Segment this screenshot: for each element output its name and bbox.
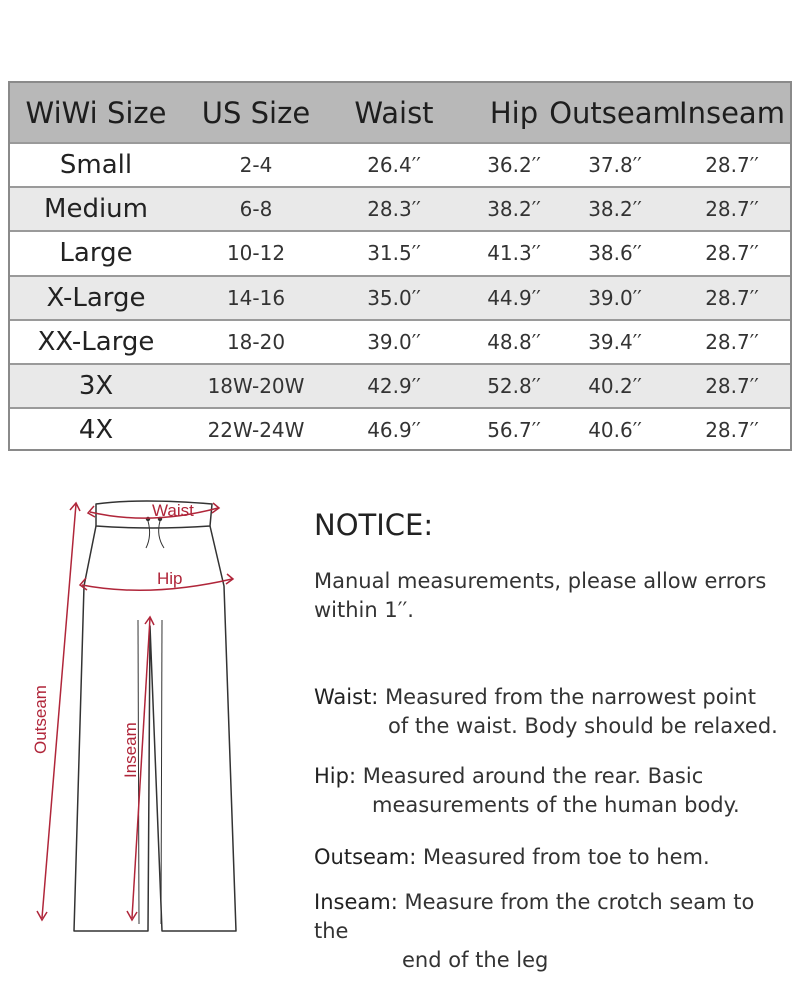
table-row bbox=[10, 186, 790, 230]
header-wiwi-size: WiWi Size bbox=[25, 95, 167, 130]
cell-us-size: 14-16 bbox=[226, 285, 286, 310]
cell-outseam: 39.0′′ bbox=[588, 285, 642, 310]
cell-hip: 41.3′′ bbox=[487, 241, 541, 266]
cell-outseam: 37.8′′ bbox=[588, 153, 642, 177]
table-row bbox=[10, 363, 790, 407]
table-row bbox=[10, 407, 790, 451]
cell-waist: 28.3′′ bbox=[367, 197, 421, 222]
cell-outseam: 38.6′′ bbox=[588, 241, 642, 266]
cell-inseam: 28.7′′ bbox=[705, 329, 759, 354]
table-row bbox=[10, 319, 790, 363]
cell-us-size: 10-12 bbox=[226, 241, 286, 266]
cell-hip: 38.2′′ bbox=[487, 197, 541, 222]
notice-text bbox=[314, 567, 784, 625]
header-hip: Hip bbox=[489, 95, 539, 130]
notice-line-2: within 1′′. bbox=[314, 598, 414, 622]
definition-outseam bbox=[314, 843, 794, 872]
cell-outseam: 38.2′′ bbox=[588, 197, 642, 222]
definition-outseam-term: Outseam: bbox=[314, 845, 417, 869]
measurement-lines bbox=[37, 503, 233, 920]
definition-inseam bbox=[314, 888, 794, 975]
cell-hip: 48.8′′ bbox=[487, 329, 541, 354]
definition-hip-term: Hip: bbox=[314, 764, 357, 788]
cell-us-size: 18W-20W bbox=[207, 374, 305, 398]
table-row bbox=[10, 230, 790, 274]
table-row bbox=[10, 142, 790, 186]
cell-waist: 39.0′′ bbox=[367, 329, 421, 354]
cell-hip: 52.8′′ bbox=[487, 374, 541, 398]
cell-us-size: 18-20 bbox=[226, 329, 286, 354]
cell-inseam: 28.7′′ bbox=[705, 285, 759, 310]
cell-waist: 35.0′′ bbox=[367, 285, 421, 310]
header-waist: Waist bbox=[354, 95, 434, 130]
cell-wiwi-size: Medium bbox=[44, 194, 148, 225]
cell-waist: 46.9′′ bbox=[367, 418, 421, 443]
definition-waist-line-2: of the waist. Body should be relaxed. bbox=[388, 714, 778, 738]
table-row bbox=[10, 275, 790, 319]
cell-us-size: 22W-24W bbox=[207, 418, 305, 443]
definition-waist bbox=[314, 683, 794, 741]
cell-wiwi-size: X-Large bbox=[46, 282, 146, 313]
outseam-label: Outseam bbox=[31, 685, 50, 754]
cell-wiwi-size: Small bbox=[59, 150, 133, 180]
definition-waist-line-1: Measured from the narrowest point bbox=[385, 685, 756, 709]
definition-outseam-line-1: Measured from toe to hem. bbox=[423, 845, 710, 869]
cell-waist: 42.9′′ bbox=[367, 374, 421, 398]
definition-inseam-line-2: end of the leg bbox=[402, 948, 549, 972]
cell-waist: 31.5′′ bbox=[367, 241, 421, 266]
cell-us-size: 2-4 bbox=[239, 153, 273, 177]
cell-inseam: 28.7′′ bbox=[705, 418, 759, 443]
cell-wiwi-size: XX-Large bbox=[37, 326, 155, 357]
definition-inseam-line-1: Measure from the crotch seam to the bbox=[314, 890, 755, 943]
inseam-label: Inseam bbox=[121, 722, 140, 778]
cell-hip: 44.9′′ bbox=[487, 285, 541, 310]
hip-label: Hip bbox=[157, 569, 183, 588]
cell-inseam: 28.7′′ bbox=[705, 374, 759, 398]
pants-measurement-diagram bbox=[0, 486, 260, 946]
cell-hip: 36.2′′ bbox=[487, 153, 541, 177]
cell-inseam: 28.7′′ bbox=[705, 241, 759, 266]
definition-waist-term: Waist: bbox=[314, 685, 379, 709]
size-chart-table bbox=[8, 81, 792, 451]
table-header-row bbox=[10, 83, 790, 142]
cell-outseam: 39.4′′ bbox=[588, 329, 642, 354]
header-inseam: Inseam bbox=[679, 95, 785, 130]
definition-hip-line-1: Measured around the rear. Basic bbox=[362, 764, 704, 788]
cell-inseam: 28.7′′ bbox=[705, 153, 759, 177]
notice-title: NOTICE: bbox=[314, 508, 434, 542]
waist-label: Waist bbox=[152, 501, 194, 520]
cell-waist: 26.4′′ bbox=[367, 153, 421, 177]
cell-us-size: 6-8 bbox=[239, 197, 273, 222]
cell-wiwi-size: 3X bbox=[78, 371, 114, 401]
cell-hip: 56.7′′ bbox=[487, 418, 541, 443]
cell-outseam: 40.6′′ bbox=[588, 418, 642, 443]
cell-wiwi-size: Large bbox=[59, 238, 133, 269]
cell-inseam: 28.7′′ bbox=[705, 197, 759, 222]
pants-outline-icon bbox=[74, 501, 236, 931]
header-us-size: US Size bbox=[201, 95, 311, 130]
cell-outseam: 40.2′′ bbox=[588, 374, 642, 398]
definition-hip-line-2: measurements of the human body. bbox=[372, 793, 740, 817]
definition-hip bbox=[314, 762, 794, 820]
notice-line-1: Manual measurements, please allow errors bbox=[314, 569, 767, 593]
definition-inseam-term: Inseam: bbox=[314, 890, 398, 914]
cell-wiwi-size: 4X bbox=[78, 415, 114, 446]
header-outseam: Outseam bbox=[549, 95, 681, 130]
